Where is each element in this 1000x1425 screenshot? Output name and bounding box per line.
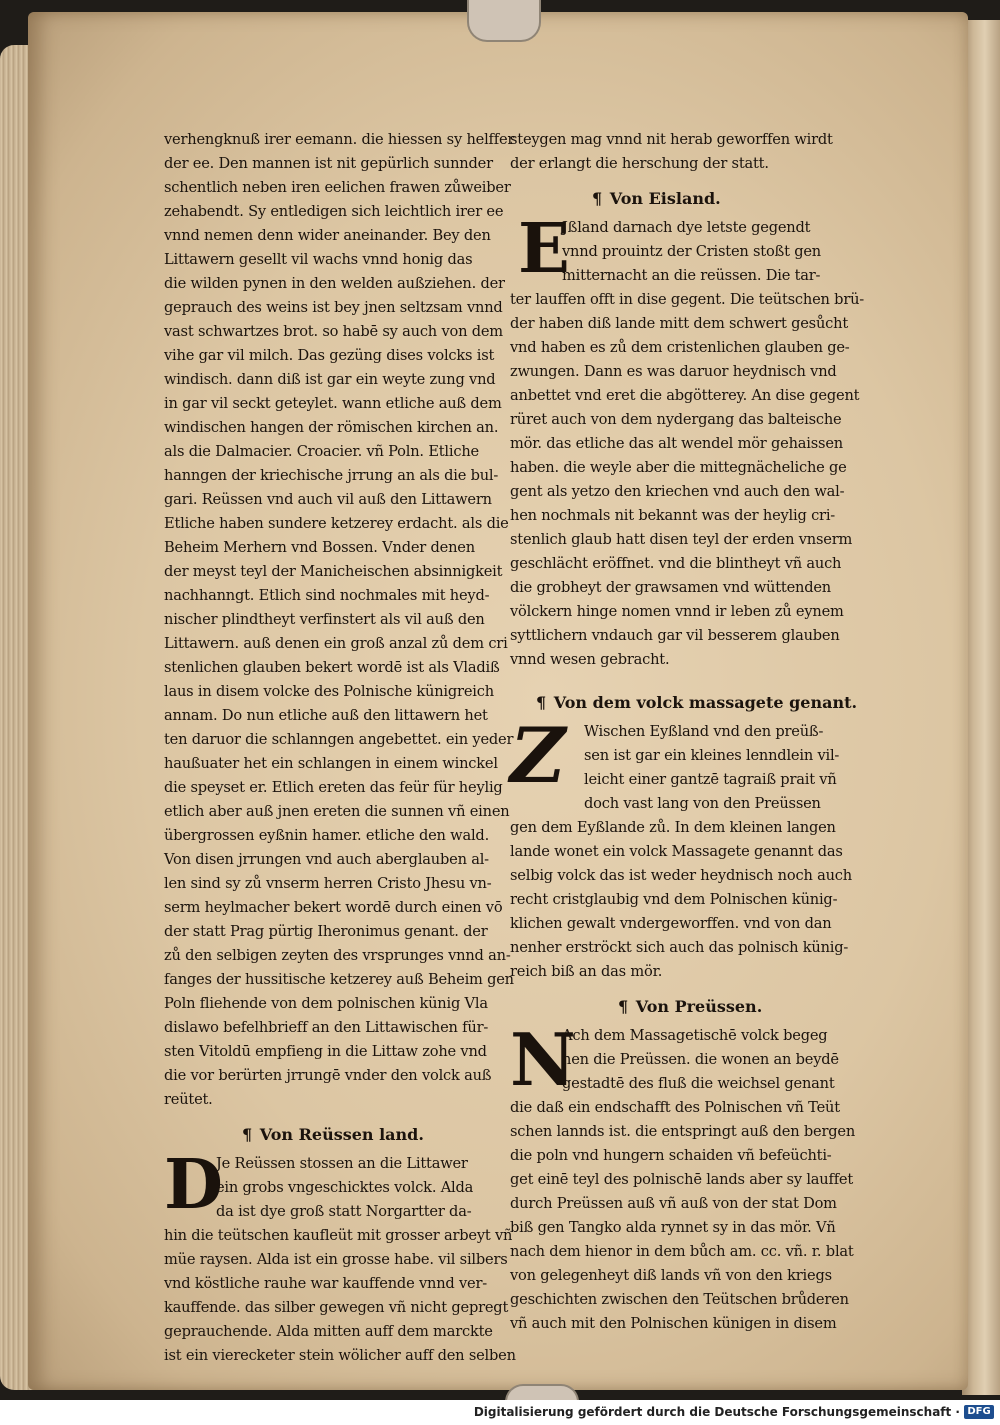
text-line: kauffende. das silber gewegen vñ nicht gepregt (164, 1299, 509, 1316)
left-column (164, 128, 516, 1368)
text-line: schen lannds ist. die entspringt auß den bergen (510, 1123, 856, 1140)
text-line: mitternacht an die reüssen. Die tar- (562, 267, 821, 284)
text-line: Ach dem Massagetischē volck begeg (562, 1027, 828, 1044)
text-line: vnnd wesen gebracht. (510, 651, 670, 668)
text-line: syttlichern vndauch gar vil besserem glauben (510, 627, 840, 644)
text-line: reich biß an das mör. (510, 963, 663, 980)
text-line: geschlächt eröffnet. vnd die blintheyt vñ auch (510, 555, 842, 572)
text-line: von gelegenheyt diß lands vñ von den kriegs (510, 1267, 832, 1284)
text-line: sen ist gar ein kleines lenndlein vil- (584, 747, 840, 764)
paragraph-mark-icon: ¶ (618, 997, 629, 1016)
text-line: hin die teütschen kaufleüt mit grosser arbeyt vñ (164, 1227, 513, 1244)
text-line: in gar vil seckt geteylet. wann etliche auß dem (164, 395, 502, 412)
text-line: nenher erströckt sich auch das polnisch künig- (510, 939, 849, 956)
text-line: als die Dalmacier. Croacier. vñ Poln. Etliche (164, 443, 479, 460)
text-line: Poln fliehende von dem polnischen künig Vla (164, 995, 488, 1012)
text-line: zwungen. Dann es was daruor heydnisch vnd (510, 363, 837, 380)
text-line: ein grobs vngeschicktes volck. Alda (216, 1179, 474, 1196)
text-line: dislawo befelhbrieff an den Littawischen für- (164, 1019, 489, 1036)
text-line: Von disen jrrungen vnd auch aberglauben al- (164, 851, 489, 868)
text-line: lande wonet ein volck Massagete genannt das (510, 843, 843, 860)
text-line: fanges der hussitische ketzerey auß Beheim gen (164, 971, 514, 988)
text-line: gent als yetzo den kriechen vnd auch den wal- (510, 483, 845, 500)
text-line: gestadtē des fluß die weichsel genant (562, 1075, 835, 1092)
text-line: vihe gar vil milch. Das gezüng dises volcks ist (164, 347, 495, 364)
text-line: verhengknuß irer eemann. die hiessen sy helffer (164, 131, 515, 148)
text-line: hanngen der kriechische jrrung an als die bul- (164, 467, 499, 484)
text-line: durch Preüssen auß vñ auß von der stat Dom (510, 1195, 837, 1212)
text-line: gari. Reüssen vnd auch vil auß den Littawern (164, 491, 492, 508)
text-line: Beheim Merhern vnd Bossen. Vnder denen (164, 539, 475, 556)
text-line: anbettet vnd eret die abgötterey. An dise gegent (510, 387, 860, 404)
text-line: leicht einer gantzē tagraiß prait vñ (584, 771, 837, 788)
text-line: die wilden pynen in den welden außziehen. der (164, 275, 505, 292)
text-line: len sind sy zů vnserm herren Cristo Jhesu vn- (164, 875, 492, 892)
text-line: vnnd prouintz der Cristen stoßt gen (562, 243, 821, 260)
text-line: vñ auch mit den Polnischen künigen in disem (510, 1315, 837, 1332)
text-line: vnd haben es zů dem cristenlichen glauben ge- (510, 339, 850, 356)
text-line: vast schwartzes brot. so habē sy auch von dem (164, 323, 503, 340)
text-line: vnnd nemen denn wider aneinander. Bey den (164, 227, 491, 244)
text-line: ist ein vierecketer stein wölicher auff den selben (164, 1347, 516, 1364)
text-line: Littawern gesellt vil wachs vnnd honig das (164, 251, 473, 268)
text-line: windisch. dann diß ist gar ein weyte zung vnd (164, 371, 496, 388)
text-line: geprauch des weins ist bey jnen seltzsam vnnd (164, 299, 503, 316)
text-line: der ee. Den mannen ist nit gepürlich sunnder (164, 155, 493, 172)
text-line: Littawern. auß denen ein groß anzal zů dem cri (164, 635, 508, 652)
text-line: die speyset er. Etlich ereten das feür für heylig (164, 779, 503, 796)
dfg-logo-icon: DFG (964, 1405, 994, 1419)
text-line: völckern hinge nomen vnnd ir leben zů eynem (510, 603, 844, 620)
section-eisland (510, 209, 865, 672)
text-line: haben. die weyle aber die mittegnächeliche ge (510, 459, 847, 476)
section-reussen (164, 1145, 516, 1368)
text-line: die poln vnd hungern schaiden vñ befeüchti- (510, 1147, 832, 1164)
text-line: geschichten zwischen den Teütschen brůderen (510, 1291, 849, 1308)
text-line: selbig volck das ist weder heydnisch noch auch (510, 867, 852, 884)
text-line: da ist dye groß statt Norgartter da- (216, 1203, 472, 1220)
text-line: steygen mag vnnd nit herab geworffen wirdt (510, 131, 833, 148)
right-text-lines (510, 128, 848, 176)
text-line: Je Reüssen stossen an die Littawer (216, 1155, 468, 1172)
text-line: übergrossen eyßnin hamer. etliche den wald. (164, 827, 490, 844)
text-line: serm heylmacher bekert wordē durch einen vō (164, 899, 503, 916)
text-line: geprauchende. Alda mitten auff dem marckte (164, 1323, 493, 1340)
text-line: ter lauffen offt in dise gegent. Die teütschen brü- (510, 291, 865, 308)
text-line: haußuater het ein schlangen in einem winckel (164, 755, 498, 772)
text-line: klichen gewalt vndergeworffen. vnd von dan (510, 915, 832, 932)
text-line: windischen hangen der römischen kirchen an. (164, 419, 499, 436)
paragraph-mark-icon: ¶ (536, 693, 547, 712)
text-line: die vor berürten jrrungē vnder den volck auß (164, 1067, 492, 1084)
drop-initial-z: Z (510, 711, 566, 800)
footer-bar (0, 1400, 1000, 1425)
paragraph-mark-icon: ¶ (592, 189, 603, 208)
text-line: get einē teyl des polnischē lands aber sy lauffet (510, 1171, 853, 1188)
text-line: Etliche haben sundere ketzerey erdacht. als die (164, 515, 509, 532)
text-line: zů den selbigen zeyten des vrsprunges vnnd an- (164, 947, 511, 964)
text-line: nachhanngt. Etlich sind nochmales mit heyd- (164, 587, 490, 604)
text-line: der meyst teyl der Manicheischen absinnigkeit (164, 563, 503, 580)
text-line: doch vast lang von den Preüssen (584, 795, 821, 812)
text-line: stenlichen glauben bekert wordē ist als Vladiß (164, 659, 500, 676)
text-line: laus in disem volcke des Polnische künigreich (164, 683, 494, 700)
text-line: nach dem hienor in dem bůch am. cc. vñ. r. blat (510, 1243, 854, 1260)
drop-initial-n: N (510, 1017, 576, 1102)
left-text-lines (164, 128, 515, 1112)
text-line: annam. Do nun etliche auß den littawern het (164, 707, 488, 724)
text-line: die daß ein endschafft des Polnischen vñ Teüt (510, 1099, 840, 1116)
text-line: hen nochmals nit bekannt was der heylig cri- (510, 507, 836, 524)
text-line: vnd köstliche rauhe war kauffende vnnd ver- (164, 1275, 487, 1292)
text-line: biß gen Tangko alda rynnet sy in das mör. Vñ (510, 1219, 836, 1236)
text-line: rüret auch von dem nydergang das balteische (510, 411, 842, 428)
text-line: Jßland darnach dye letste gegendt (562, 219, 811, 236)
heading-reussen: ¶ Von Reüssen land. (242, 1125, 424, 1144)
section-massagete (510, 711, 852, 984)
heading-massagete: ¶ Von dem volck massagete genant. (536, 693, 858, 712)
right-column (510, 128, 865, 1336)
text-line: der haben diß lande mitt dem schwert gesůcht (510, 315, 848, 332)
text-line: müe raysen. Alda ist ein grosse habe. vil silbers (164, 1251, 508, 1268)
text-line: schentlich neben iren eelichen frawen zůweiber (164, 179, 511, 196)
text-line: zehabendt. Sy entledigen sich leichtlich irer ee (164, 203, 504, 220)
text-line: stenlich glaub hatt disen teyl der erden vnserm (510, 531, 853, 548)
text-line: die grobheyt der grawsamen vnd wüttenden (510, 579, 831, 596)
text-line: mör. das etliche das alt wendel mör gehaissen (510, 435, 843, 452)
drop-initial-d: D (164, 1145, 223, 1225)
text-line: der statt Prag pürtig Iheronimus genant. der (164, 923, 488, 940)
text-line: sten Vitoldū empfieng in die Littaw zohe vnd (164, 1043, 487, 1060)
paragraph-mark-icon: ¶ (242, 1125, 253, 1144)
funding-notice: Digitalisierung gefördert durch die Deutsche Forschungsgemeinschaft · (473, 1405, 960, 1419)
text-line: nischer plindtheyt verfinstert als vil auß den (164, 611, 485, 628)
text-line: reütet. (164, 1091, 213, 1108)
book-clip-top (467, 0, 541, 42)
text-line: Wischen Eyßland vnd den preüß- (584, 723, 824, 740)
section-preussen (510, 1017, 856, 1336)
heading-eisland: ¶ Von Eisland. (592, 189, 721, 208)
text-line: recht cristglaubig vnd dem Polnischen künig- (510, 891, 838, 908)
drop-initial-e: E (518, 209, 570, 289)
text-line: nen die Preüssen. die wonen an beydē (562, 1051, 839, 1068)
text-line: gen dem Eyßlande zů. In dem kleinen langen (510, 819, 836, 836)
text-line: der erlangt die herschung der statt. (510, 155, 769, 172)
text-line: ten daruor die schlanngen angebettet. ein yeder (164, 731, 514, 748)
text-line: etlich aber auß jnen ereten die sunnen vñ einen (164, 803, 510, 820)
heading-preussen: ¶ Von Preüssen. (618, 997, 763, 1016)
